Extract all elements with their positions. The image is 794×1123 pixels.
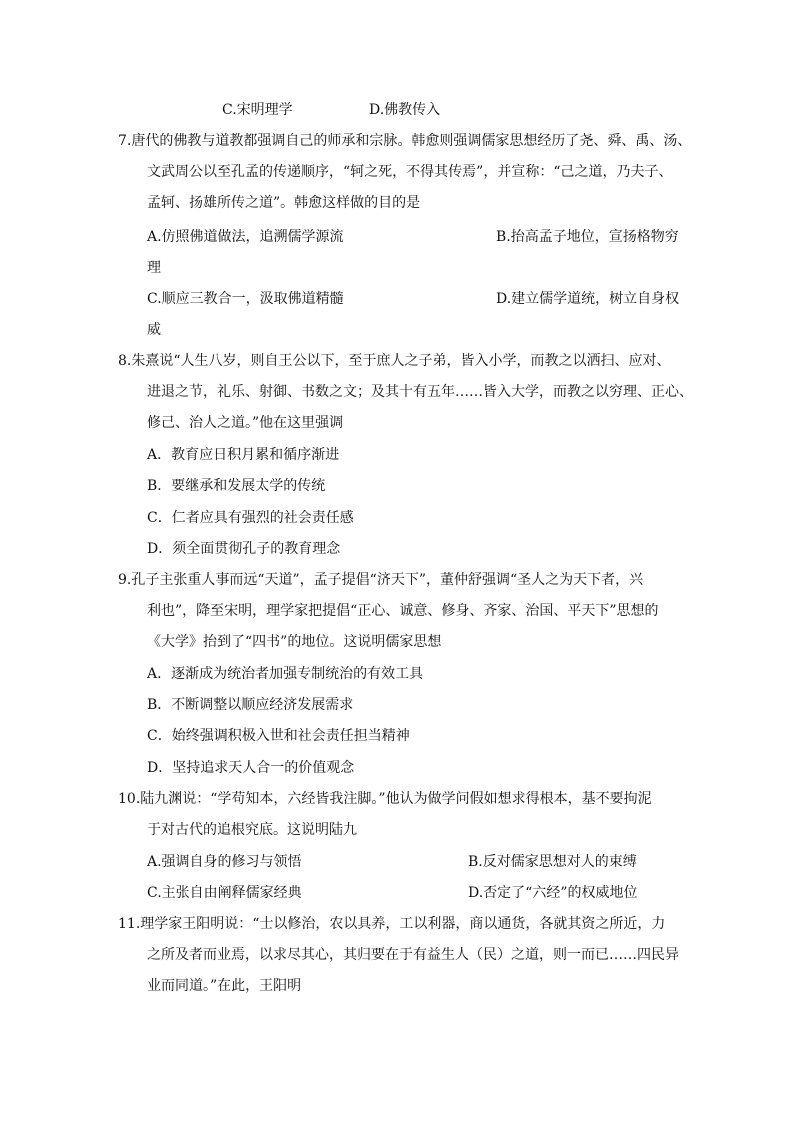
q8-stem-line: 8.朱熹说“人生八岁，则自王公以下，至于庶人之子弟，皆入小学，而教之以洒扫、应对、 — [118, 353, 671, 369]
q11-stem-line: 11.理学家王阳明说：“士以修治，农以具养，工以利器，商以通货，各就其资之所近，力 — [118, 916, 666, 932]
q7-option-d: D.建立儒学道统，树立自身权 — [496, 291, 680, 307]
q7-stem-line: 孟轲、扬雄所传之道”。韩愈这样做的目的是 — [147, 195, 421, 211]
q7-option-a: A.仿照佛道做法，追溯儒学源流 — [147, 229, 344, 245]
q7-option-b: B.抬高孟子地位，宣扬格物穷 — [496, 229, 679, 245]
q9-stem-line: 9.孔子主张重人事而远“天道”，孟子提倡“济天下”，董仲舒强调“圣人之为天下者，兴 — [118, 572, 644, 588]
q7-stem-line: 文武周公以至孔孟的传递顺序，“轲之死，不得其传焉”，并宣称：“己之道，乃夫子、 — [147, 164, 673, 180]
q10-option-a: A.强调自身的修习与领悟 — [147, 854, 302, 870]
q8-stem-line: 修己、治人之道。”他在这里强调 — [147, 415, 344, 431]
q10-stem-line: 于对古代的追根究底。这说明陆九 — [147, 822, 357, 838]
q10-option-b: B.反对儒家思想对人的束缚 — [468, 854, 637, 870]
q6-option-c: C.宋明理学 — [222, 102, 293, 118]
q8-option-c: C．仁者应具有强烈的社会责任感 — [147, 510, 354, 526]
q6-option-d: D.佛教传入 — [369, 102, 441, 118]
q10-stem-line: 10.陆九渊说：“学苟知本，六经皆我注脚。”他认为做学问假如想求得根本，基不要拘泥 — [118, 791, 652, 807]
q8-stem-line: 进退之节，礼乐、射御、书数之文；及其十有五年……皆入大学，而教之以穷理、正心、 — [147, 384, 693, 400]
q9-option-b: B．不断调整以顺应经济发展需求 — [147, 697, 354, 713]
q7-option-d-continued: 威 — [147, 322, 161, 338]
q10-option-d: D.否定了“六经”的权威地位 — [468, 885, 638, 901]
q11-stem-line: 之所及者而业焉，以求尽其心，其归要在于有益生人（民）之道，则一而已……四民异 — [147, 947, 679, 963]
q7-stem-line: 7.唐代的佛教与道教都强调自己的师承和宗脉。韩愈则强调儒家思想经历了尧、舜、禹、汤、 — [118, 133, 692, 149]
q8-option-b: B．要继承和发展太学的传统 — [147, 478, 326, 494]
q9-option-d: D．坚持追求天人合一的价值观念 — [147, 760, 355, 776]
q10-option-c: C.主张自由阐释儒家经典 — [147, 885, 302, 901]
q7-option-c: C.顺应三教合一，汲取佛道精髓 — [147, 291, 344, 307]
q9-option-a: A．逐渐成为统治者加强专制统治的有效工具 — [147, 666, 424, 682]
q8-option-a: A．教育应日积月累和循序渐进 — [147, 447, 340, 463]
q9-option-c: C．始终强调积极入世和社会责任担当精神 — [147, 728, 410, 744]
q9-stem-line: 利也”，降至宋明，理学家把提倡“正心、诚意、修身、齐家、治国、平天下”思想的 — [147, 603, 659, 619]
q8-option-d: D．须全面贯彻孔子的教育理念 — [147, 541, 341, 557]
q9-stem-line: 《大学》抬到了“四书”的地位。这说明儒家思想 — [147, 634, 442, 650]
q11-stem-line: 业而同道。”在此，王阳明 — [147, 978, 302, 994]
q7-option-b-continued: 理 — [147, 260, 161, 276]
